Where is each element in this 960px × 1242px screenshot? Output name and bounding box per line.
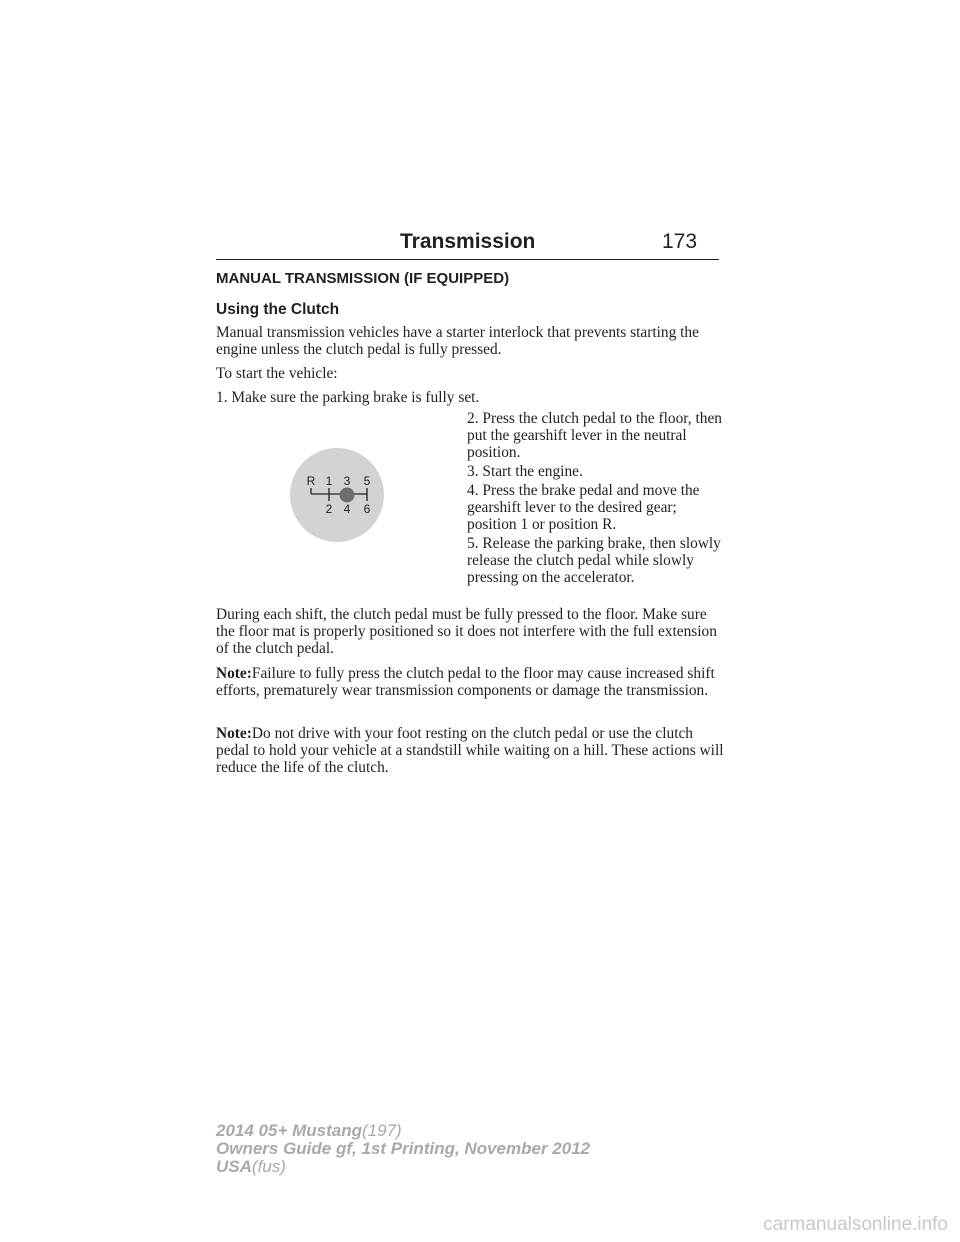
footer-model-code: (197) [362, 1121, 402, 1140]
note-label: Note: [216, 665, 252, 682]
gear-label-2: 2 [325, 502, 333, 516]
page-number: 173 [662, 230, 698, 253]
gear-label-5: 5 [363, 474, 371, 488]
section-title: MANUAL TRANSMISSION (IF EQUIPPED) [216, 270, 510, 287]
gear-label-6: 6 [363, 502, 371, 516]
intro-paragraph: Manual transmission vehicles have a starter interlock that prevents starting the engine unless the clutch pedal is fully pressed. [216, 324, 699, 359]
step-1: 1. Make sure the parking brake is fully set. [216, 389, 480, 406]
gear-label-r: R [306, 474, 316, 488]
step-5: 5. Release the parking brake, then slowly release the clutch pedal while slowly pressing on the accelerator. [467, 535, 721, 587]
footer-printing: Owners Guide gf, 1st Printing, November 2012 [216, 1139, 591, 1158]
chapter-title: Transmission [400, 230, 536, 253]
step-3: 3. Start the engine. [467, 463, 583, 480]
watermark: carmanualsonline.info [763, 1214, 948, 1235]
gearshift-pattern-diagram [289, 447, 385, 543]
note-2 [216, 725, 726, 777]
step-2: 2. Press the clutch pedal to the floor, then put the gearshift lever in the neutral position. [467, 410, 722, 462]
subsection-title: Using the Clutch [216, 301, 340, 318]
note-text: Do not drive with your foot resting on the clutch pedal or use the clutch pedal to hold your vehicle at a standstill while waiting on a hill. These actions will reduce the life of the clutch. [216, 725, 724, 777]
to-start-paragraph: To start the vehicle: [216, 365, 338, 382]
step-4: 4. Press the brake pedal and move the gearshift lever to the desired gear; position 1 or position R. [467, 482, 700, 534]
header-rule [216, 259, 719, 260]
footer-market-code: (fus) [251, 1157, 286, 1176]
shift-knob-icon [290, 448, 384, 542]
during-shift-paragraph: During each shift, the clutch pedal must be fully pressed to the floor. Make sure the floor mat is properly positioned so it does not interfere with the full extension of the clutch pedal. [216, 606, 717, 658]
gear-label-3: 3 [343, 474, 351, 488]
footer-market: USA [216, 1157, 252, 1176]
gear-lever-icon [340, 488, 355, 503]
note-text: Failure to fully press the clutch pedal to the floor may cause increased shift efforts, prematurely wear transmission components or damage the transmission. [216, 665, 715, 700]
note-label: Note: [216, 725, 252, 742]
footer-model: 2014 05+ Mustang [216, 1121, 362, 1140]
gear-label-4: 4 [343, 502, 351, 516]
gear-label-1: 1 [325, 474, 333, 488]
note-1 [216, 665, 726, 699]
footer-print-info [216, 1122, 590, 1176]
